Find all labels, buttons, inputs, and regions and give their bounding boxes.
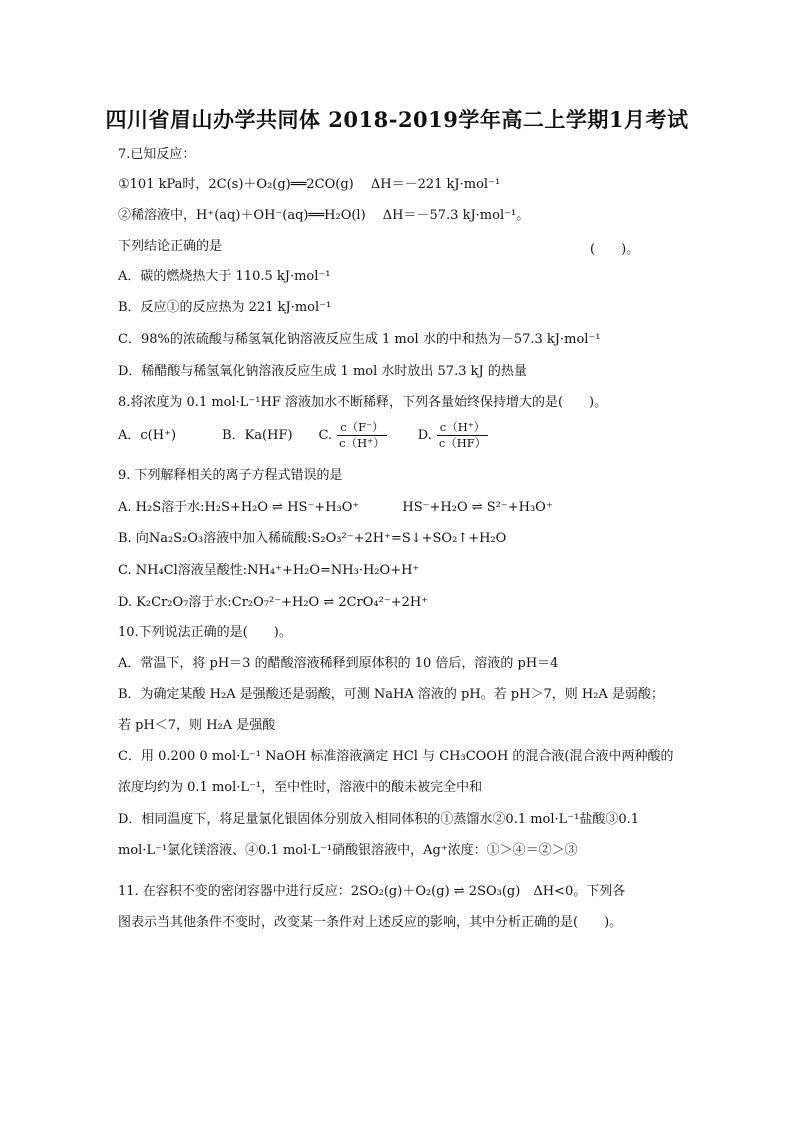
q7-question: 下列结论正确的是	[118, 239, 223, 254]
q9-option-b: B. 向Na₂S₂O₃溶液中加入稀硫酸:S₂O₃²⁻+2H⁺=S↓+SO₂↑+H₂O	[118, 531, 507, 546]
q11-stem-line2: 图表示当其他条件不变时，改变某一条件对上述反应的影响，其中分析正确的是( )。	[118, 915, 623, 930]
q10-option-a: A．常温下，将 pH＝3 的醋酸溶液稀释到原体积的 10 倍后，溶液的 pH＝4	[118, 656, 559, 671]
q10-option-c-line2: 浓度均约为 0.1 mol·L⁻¹，至中性时，溶液中的酸未被完全中和	[118, 780, 483, 795]
q8-option-d-numerator: c（H⁺）	[437, 420, 489, 436]
q8-option-b: B．Ka(HF)	[222, 427, 293, 443]
q7-option-b: B．反应①的反应热为 221 kJ·mol⁻¹	[118, 300, 332, 315]
q7-option-c: C．98%的浓硫酸与稀氢氧化钠溶液反应生成 1 mol 水的中和热为－57.3 kJ·mol⁻¹	[118, 332, 601, 347]
q7-stem: 7.已知反应：	[118, 147, 196, 162]
q8-option-d-label: D.	[417, 427, 432, 443]
q9-option-a: A. H₂S溶于水:H₂S+H₂O ⇌ HS⁻+H₃O⁺ HS⁻+H₂O ⇌ S²⁻+H₃O⁺	[118, 500, 553, 515]
q8-options	[118, 420, 493, 451]
q10-option-d-line1: D．相同温度下，将足量氯化银固体分别放入相同体积的①蒸馏水②0.1 mol·L⁻¹盐酸③0.1	[118, 812, 640, 827]
q8-stem: 8.将浓度为 0.1 mol·L⁻¹HF 溶液加水不断稀释，下列各量始终保持增大的是( )。	[118, 395, 608, 410]
q7-answer-blank: ( )。	[590, 242, 640, 257]
q7-option-d: D．稀醋酸与稀氢氧化钠溶液反应生成 1 mol 水时放出 57.3 kJ 的热量	[118, 364, 527, 379]
q10-option-b-line1: B．为确定某酸 H₂A 是强酸还是弱酸，可测 NaHA 溶液的 pH。若 pH＞7，则 H₂A 是弱酸；	[118, 687, 664, 702]
q7-option-a: A．碳的燃烧热大于 110.5 kJ·mol⁻¹	[118, 269, 331, 284]
q8-option-c-fraction	[336, 420, 388, 451]
q7-reaction-2: ②稀溶液中，H⁺(aq)＋OH⁻(aq)══H₂O(l) ΔH＝－57.3 kJ·mol⁻¹。	[118, 208, 530, 223]
q8-option-c-numerator: c（F⁻）	[337, 420, 387, 436]
q8-option-c-denominator: c（H⁺）	[339, 436, 385, 450]
q9-option-c: C. NH₄Cl溶液呈酸性:NH₄⁺+H₂O=NH₃·H₂O+H⁺	[118, 563, 420, 578]
q8-option-c-label: C.	[318, 427, 333, 443]
q10-option-b-line2: 若 pH＜7，则 H₂A 是强酸	[118, 718, 276, 733]
q8-option-a: A．c(H⁺)	[118, 427, 177, 443]
q7-reaction-1: ①101 kPa时，2C(s)＋O₂(g)══2CO(g) ΔH＝－221 kJ·mol⁻¹	[118, 177, 501, 192]
q8-option-d-denominator: c（HF）	[438, 436, 487, 450]
document-title: 四川省眉山办学共同体 2018-2019学年高二上学期1月考试	[105, 107, 689, 132]
q10-stem: 10.下列说法正确的是( )。	[118, 625, 292, 640]
q10-option-c-line1: C．用 0.200 0 mol·L⁻¹ NaOH 标准溶液滴定 HCl 与 CH₃COOH 的混合液(混合液中两种酸的	[118, 749, 674, 764]
q9-stem: 9. 下列解释相关的离子方程式错误的是	[118, 468, 343, 483]
q9-option-d: D. K₂Cr₂O₇溶于水:Cr₂O₇²⁻+H₂O ⇌ 2CrO₄²⁻+2H⁺	[118, 595, 429, 610]
q8-option-d-fraction	[436, 420, 489, 451]
q11-stem-line1: 11. 在容积不变的密闭容器中进行反应：2SO₂(g)＋O₂(g) ⇌ 2SO₃(g) ΔH<0。下列各	[118, 884, 626, 899]
q10-option-d-line2: mol·L⁻¹氯化镁溶液、④0.1 mol·L⁻¹硝酸银溶液中，Ag⁺浓度：①＞④＝②＞③	[118, 843, 578, 858]
